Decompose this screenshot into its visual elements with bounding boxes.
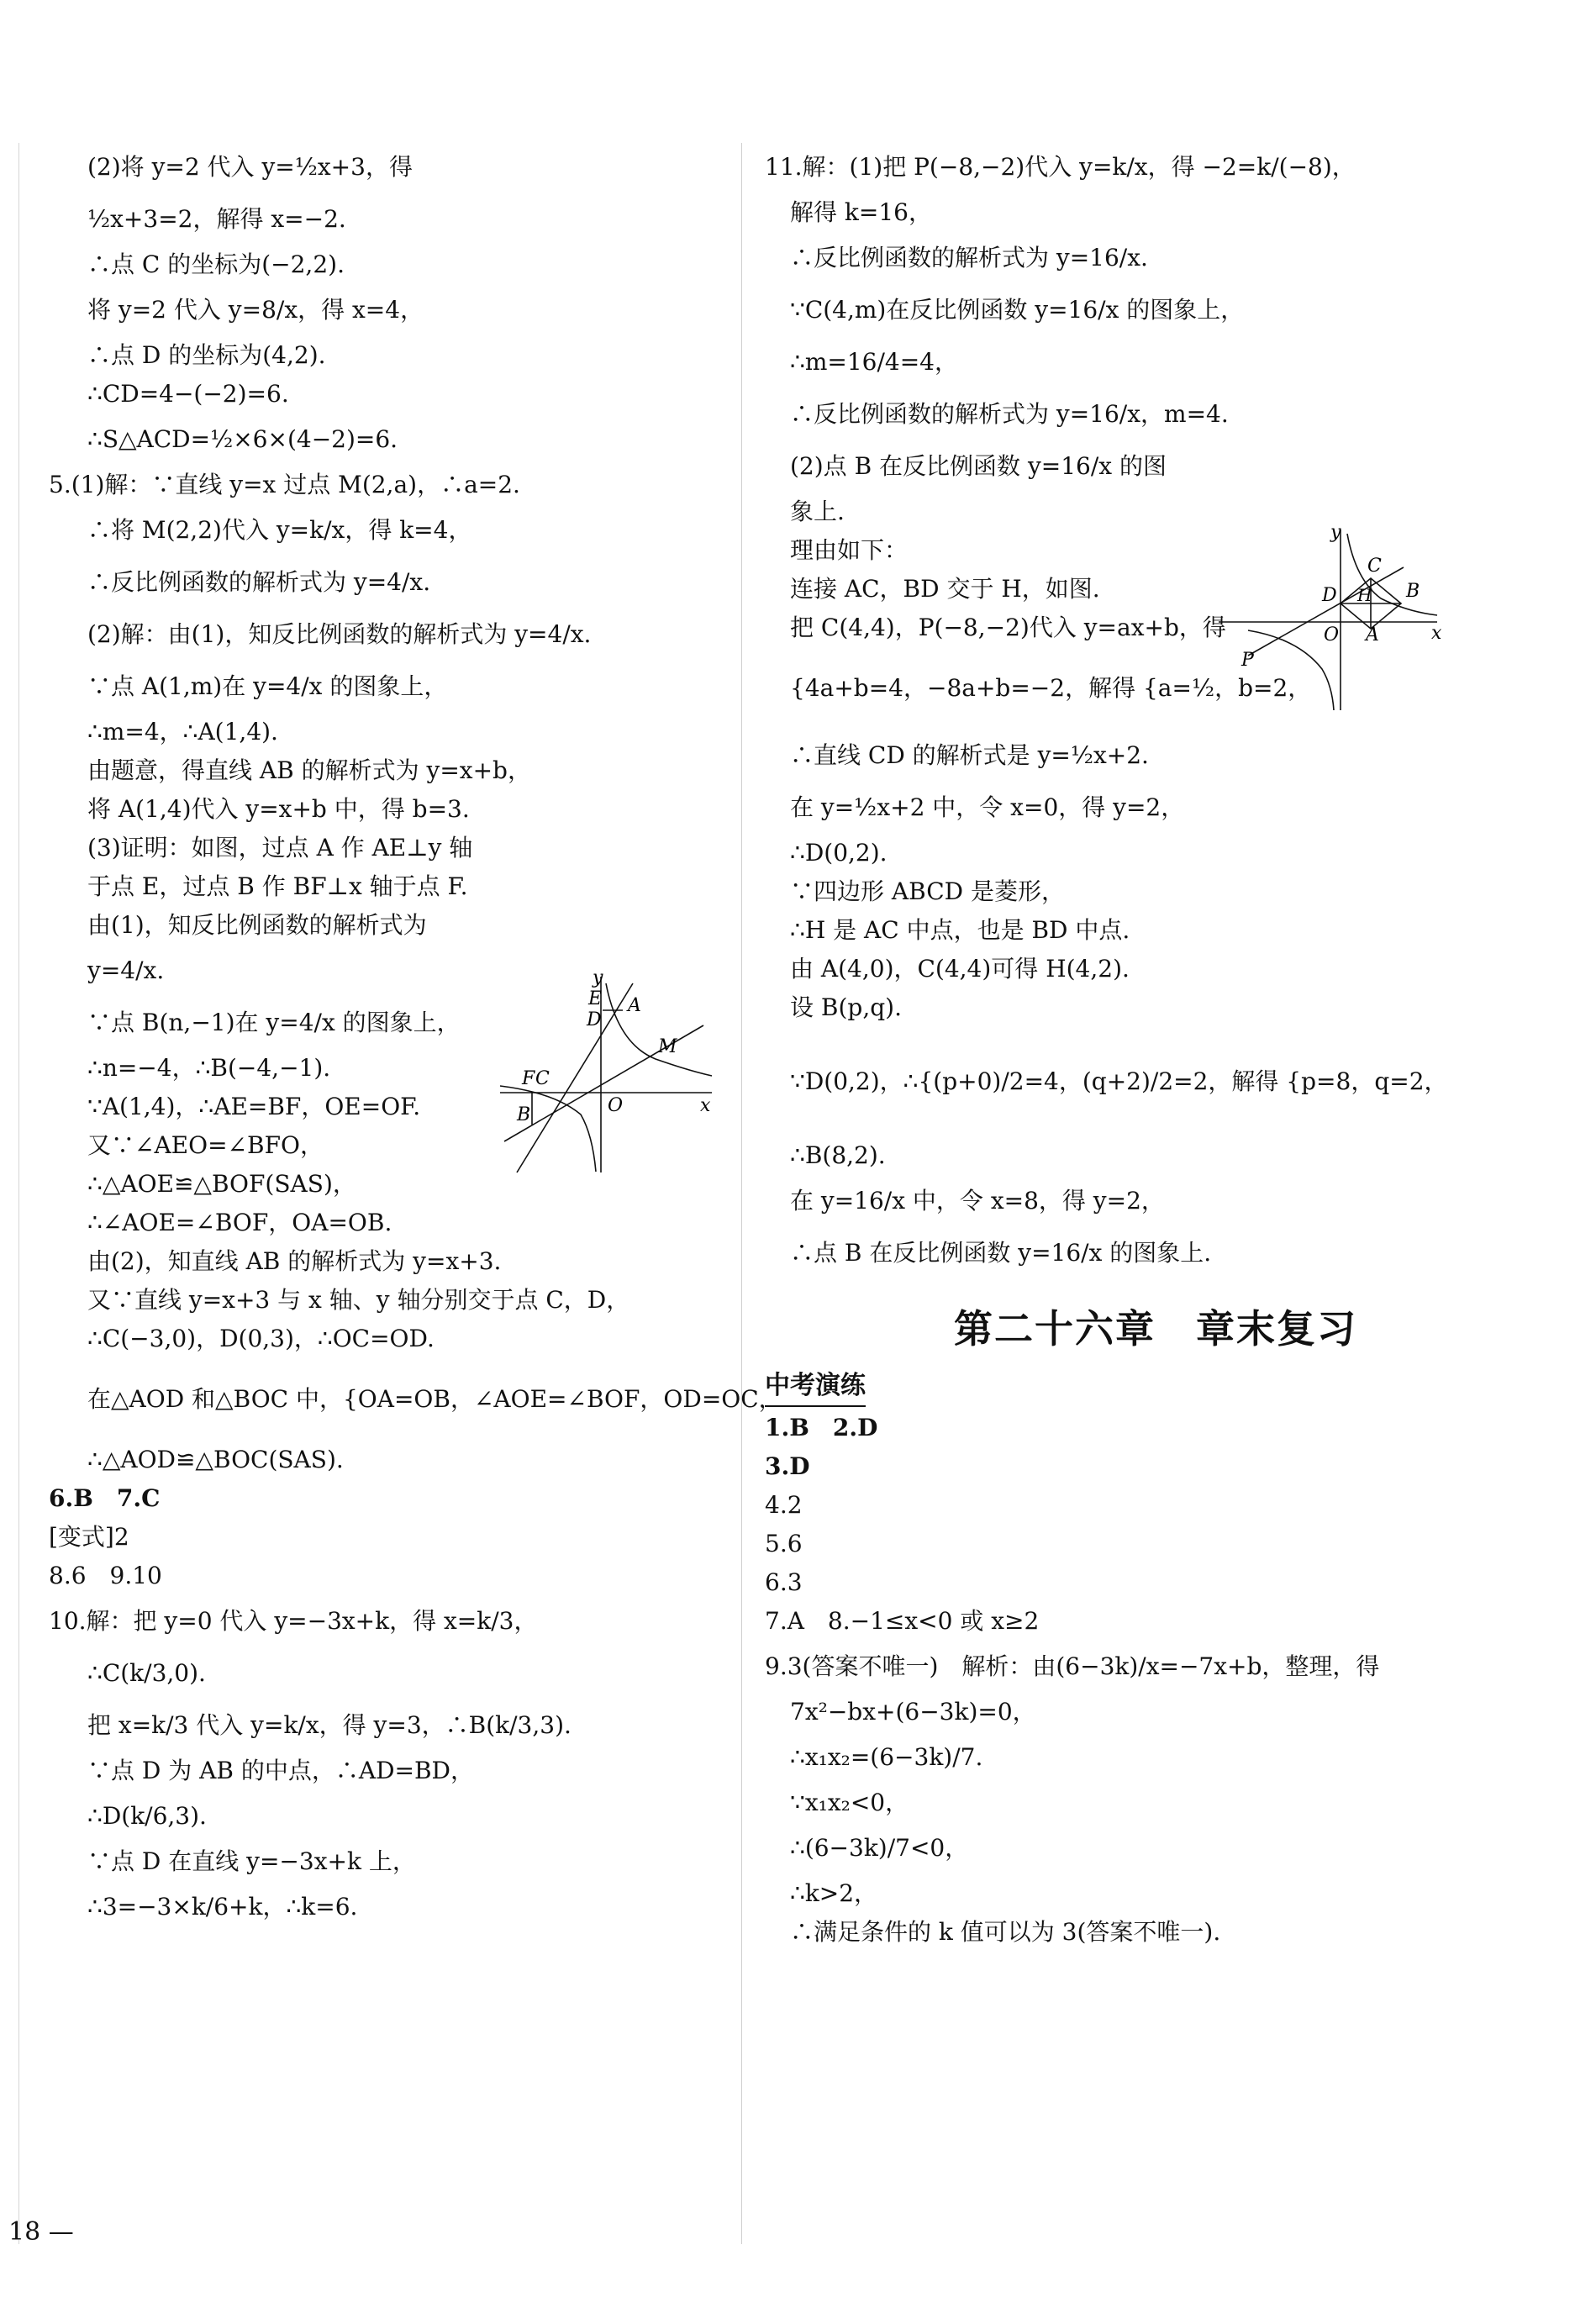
text-line: ∵点 B(n,−1)在 y=4/x 的图象上， (87, 1009, 461, 1036)
text-line: 又∵∠AEO=∠BFO， (87, 1131, 324, 1159)
text-line: ∴x₁x₂=(6−3k)/7. (790, 1743, 983, 1771)
problem-5-heading: 5.(1)解：∵直线 y=x 过点 M(2,a)，∴a=2. (49, 471, 520, 498)
column-divider (741, 143, 742, 2244)
text-line: ∴(6−3k)/7<0， (790, 1834, 969, 1862)
text-line: ∴反比例函数的解析式为 y=16/x，m=4. (790, 400, 1229, 428)
text-line: ∴H 是 AC 中点，也是 BD 中点. (790, 916, 1130, 944)
text-line: ∴k>2， (790, 1879, 878, 1907)
text-line: 由题意，得直线 AB 的解析式为 y=x+b， (87, 756, 531, 784)
fig-label: y (593, 967, 603, 988)
text-line: 在 y=16/x 中，令 x=8，得 y=2， (790, 1187, 1165, 1215)
text-line: (2)将 y=2 代入 y=½x+3，得 (87, 153, 413, 181)
text-line: 连接 AC，BD 交于 H，如图. (790, 575, 1100, 603)
text-line: 在 y=½x+2 中，令 x=0，得 y=2， (790, 793, 1185, 821)
text-line: y=4/x. (87, 956, 165, 984)
text-line: (2)点 B 在反比例函数 y=16/x 的图 (790, 452, 1167, 480)
right-figure (1214, 521, 1458, 714)
text-line: 由 A(4,0)，C(4,4)可得 H(4,2). (790, 955, 1130, 983)
text-line: ∴C(k/3,0). (87, 1659, 206, 1687)
text-line: ∴D(k/6,3). (87, 1802, 207, 1830)
answer-line: 9.3(答案不唯一) 解析：由(6−3k)/x=−7x+b，整理，得 (765, 1652, 1380, 1680)
text-line: ∴n=−4，∴B(−4,−1). (87, 1054, 331, 1082)
fig-label: D (1322, 585, 1337, 606)
text-line: ∴∠AOE=∠BOF，OA=OB. (87, 1209, 392, 1236)
text-line: ∴直线 CD 的解析式是 y=½x+2. (790, 741, 1149, 769)
fig-label: E (588, 988, 603, 1009)
left-margin-rule (18, 143, 19, 2244)
text-line: {4a+b=4，−8a+b=−2，解得 {a=½，b=2， (790, 674, 1312, 702)
text-line: 由(1)，知反比例函数的解析式为 (87, 911, 427, 939)
answer-line: 3.D (765, 1452, 810, 1480)
answer-line: 4.2 (765, 1491, 803, 1519)
page-number: 18 — (8, 2217, 74, 2247)
text-line: ∴点 D 的坐标为(4,2). (87, 341, 326, 369)
text-line: (3)证明：如图，过点 A 作 AE⊥y 轴 (87, 834, 473, 862)
text-line: 又∵直线 y=x+3 与 x 轴、y 轴分别交于点 C，D， (87, 1286, 630, 1314)
text-line: ∴点 B 在反比例函数 y=16/x 的图象上. (790, 1239, 1212, 1267)
fig-label: O (608, 1095, 624, 1116)
answer-line: 1.B 2.D (765, 1414, 878, 1441)
fig-label: B (517, 1104, 531, 1125)
fig-label: M (658, 1036, 677, 1057)
text-line: 将 y=2 代入 y=8/x，得 x=4， (87, 296, 424, 324)
text-line: ∴CD=4−(−2)=6. (87, 380, 289, 408)
text-line: ∴m=4，∴A(1,4). (87, 718, 278, 746)
text-line: ∴D(0,2). (790, 839, 888, 867)
problem-10-heading: 10.解：把 y=0 代入 y=−3x+k，得 x=k/3， (49, 1607, 538, 1635)
answer-line: 8.6 9.10 (49, 1562, 162, 1589)
fig-label: P (1241, 650, 1254, 671)
text-line: 由(2)，知直线 AB 的解析式为 y=x+3. (87, 1247, 502, 1275)
fig-label: A (1366, 624, 1379, 646)
text-line: ∴满足条件的 k 值可以为 3(答案不唯一). (790, 1918, 1221, 1946)
text-line: ½x+3=2，解得 x=−2. (87, 205, 346, 233)
text-line: 解得 k=16， (790, 198, 932, 226)
fig-label: C (1367, 556, 1382, 577)
text-line: ∵C(4,m)在反比例函数 y=16/x 的图象上， (790, 296, 1245, 324)
text-line: ∴反比例函数的解析式为 y=4/x. (87, 568, 431, 596)
text-line: 7x²−bx+(6−3k)=0， (790, 1698, 1036, 1726)
text-line: ∵D(0,2)，∴{(p+0)/2=4，(q+2)/2=2，解得 {p=8，q=2， (790, 1067, 1448, 1095)
answer-line: 5.6 (765, 1530, 803, 1557)
text-line: ∴3=−3×k/6+k，∴k=6. (87, 1893, 358, 1921)
text-line: ∴△AOE≌△BOF(SAS)， (87, 1170, 356, 1198)
text-line: ∴△AOD≌△BOC(SAS). (87, 1446, 344, 1473)
text-line: 理由如下： (790, 536, 909, 564)
text-line: 将 A(1,4)代入 y=x+b 中，得 b=3. (87, 795, 470, 823)
fig-label: y (1330, 522, 1341, 543)
text-line: ∵点 D 在直线 y=−3x+k 上， (87, 1847, 416, 1875)
chapter-title: 第二十六章 章末复习 (954, 1306, 1357, 1352)
fig-label: A (628, 995, 641, 1016)
text-line: ∴C(−3,0)，D(0,3)，∴OC=OD. (87, 1325, 435, 1352)
text-line: 象上. (790, 498, 845, 525)
fig-label: D (587, 1009, 602, 1030)
text-line: ∵x₁x₂<0， (790, 1789, 909, 1816)
fig-label: O (1324, 624, 1340, 646)
fig-label: B (1406, 581, 1420, 602)
fig-label: x (1431, 623, 1442, 644)
text-line: ∵四边形 ABCD 是菱形， (790, 877, 1065, 905)
answer-line: 6.B 7.C (49, 1484, 161, 1512)
text-line: ∵点 A(1,m)在 y=4/x 的图象上， (87, 672, 448, 700)
fig-label: H (1357, 585, 1372, 605)
text-line: 在△AOD 和△BOC 中，{OA=OB，∠AOE=∠BOF，OD=OC， (87, 1385, 782, 1413)
text-line: ∴B(8,2). (790, 1141, 886, 1169)
fig-label: F (522, 1068, 535, 1089)
text-line: ∴将 M(2,2)代入 y=k/x，得 k=4， (87, 516, 472, 544)
answer-line: 7.A 8.−1≤x<0 或 x≥2 (765, 1607, 1040, 1635)
text-line: ∵点 D 为 AB 的中点，∴AD=BD， (87, 1757, 475, 1784)
answer-line: [变式]2 (49, 1523, 129, 1551)
text-line: 把 C(4,4)，P(−8,−2)代入 y=ax+b，得 (790, 614, 1226, 641)
right-column (765, 141, 1546, 1952)
fig-label: x (700, 1095, 711, 1116)
fig-label: C (535, 1068, 550, 1089)
text-line: ∴S△ACD=½×6×(4−2)=6. (87, 425, 398, 453)
text-line: 设 B(p,q). (790, 993, 902, 1021)
problem-11-heading: 11.解：(1)把 P(−8,−2)代入 y=k/x，得 −2=k/(−8)， (765, 153, 1356, 181)
text-line: 把 x=k/3 代入 y=k/x，得 y=3，∴B(k/3,3). (87, 1711, 572, 1739)
text-line: ∴m=16/4=4， (790, 348, 958, 376)
section-title: 中考演练 (765, 1367, 866, 1407)
left-figure (492, 967, 719, 1177)
text-line: ∴点 C 的坐标为(−2,2). (87, 250, 345, 278)
text-line: ∴反比例函数的解析式为 y=16/x. (790, 244, 1148, 271)
text-line: 于点 E，过点 B 作 BF⊥x 轴于点 F. (87, 872, 468, 900)
curve-lower (500, 1086, 596, 1172)
curve-lower (1248, 630, 1334, 710)
answer-line: 6.3 (765, 1568, 803, 1596)
text-line: ∵A(1,4)，∴AE=BF，OE=OF. (87, 1093, 421, 1120)
text-line: (2)解：由(1)，知反比例函数的解析式为 y=4/x. (87, 620, 592, 648)
